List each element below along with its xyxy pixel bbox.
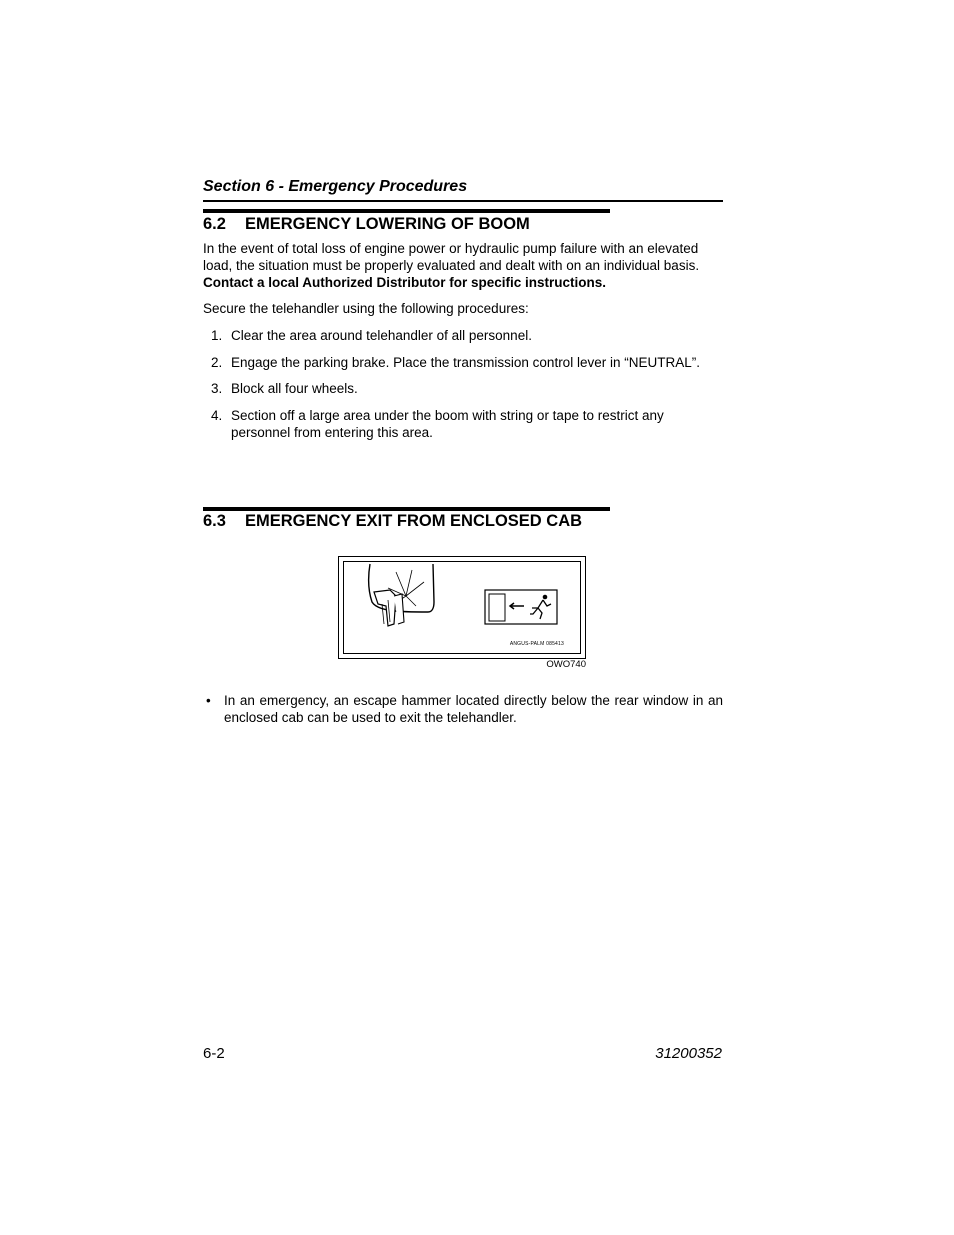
escape-hammer-decal [338, 556, 586, 659]
section-number: 6.3 [203, 512, 226, 530]
step-text: Section off a large area under the boom with string or tape to restrict any personnel from entering this area. [231, 408, 664, 440]
section-6-2-heading [203, 214, 530, 234]
step-number: 1. [211, 328, 223, 343]
step-text: Block all four wheels. [231, 381, 358, 396]
list-item [206, 692, 723, 726]
emergency-exit-icon [485, 590, 557, 624]
intro-paragraph [203, 240, 723, 291]
procedure-lead: Secure the telehandler using the following procedures: [203, 301, 529, 316]
section-title: EMERGENCY EXIT FROM ENCLOSED CAB [245, 512, 583, 530]
step-text: Engage the parking brake. Place the transmission control lever in “NEUTRAL”. [231, 355, 700, 370]
list-item [211, 380, 723, 397]
step-text: Clear the area around telehandler of all personnel. [231, 328, 532, 343]
list-item [211, 407, 723, 441]
list-item [211, 327, 723, 344]
header-rule [203, 200, 723, 202]
section-header: Section 6 - Emergency Procedures [203, 178, 468, 195]
decal-border [343, 561, 581, 654]
intro-bold-text: Contact a local Authorized Distributor for specific instructions. [203, 275, 607, 290]
page-number: 6-2 [203, 1045, 225, 1062]
section-title: EMERGENCY LOWERING OF BOOM [245, 215, 530, 233]
decal-part-number: ANGUS-PALM 085413 [509, 641, 564, 647]
step-number: 2. [211, 355, 223, 370]
bullet-text: In an emergency, an escape hammer located directly below the rear window in an enclosed cab can be used to exit the telehandler. [224, 693, 723, 725]
document-number: 31200352 [655, 1045, 722, 1062]
section-6-3-heading [203, 511, 582, 531]
bullet-icon: • [206, 693, 211, 708]
step-number: 4. [211, 408, 223, 423]
step-number: 3. [211, 381, 223, 396]
list-item [211, 354, 723, 371]
intro-text: In the event of total loss of engine power or hydraulic pump failure with an elevated load, the situation must be properly evaluated and dealt with on an individual basis. [203, 241, 700, 273]
section-number: 6.2 [203, 215, 226, 233]
section-divider [203, 209, 610, 213]
figure-code: OWO740 [546, 659, 586, 670]
